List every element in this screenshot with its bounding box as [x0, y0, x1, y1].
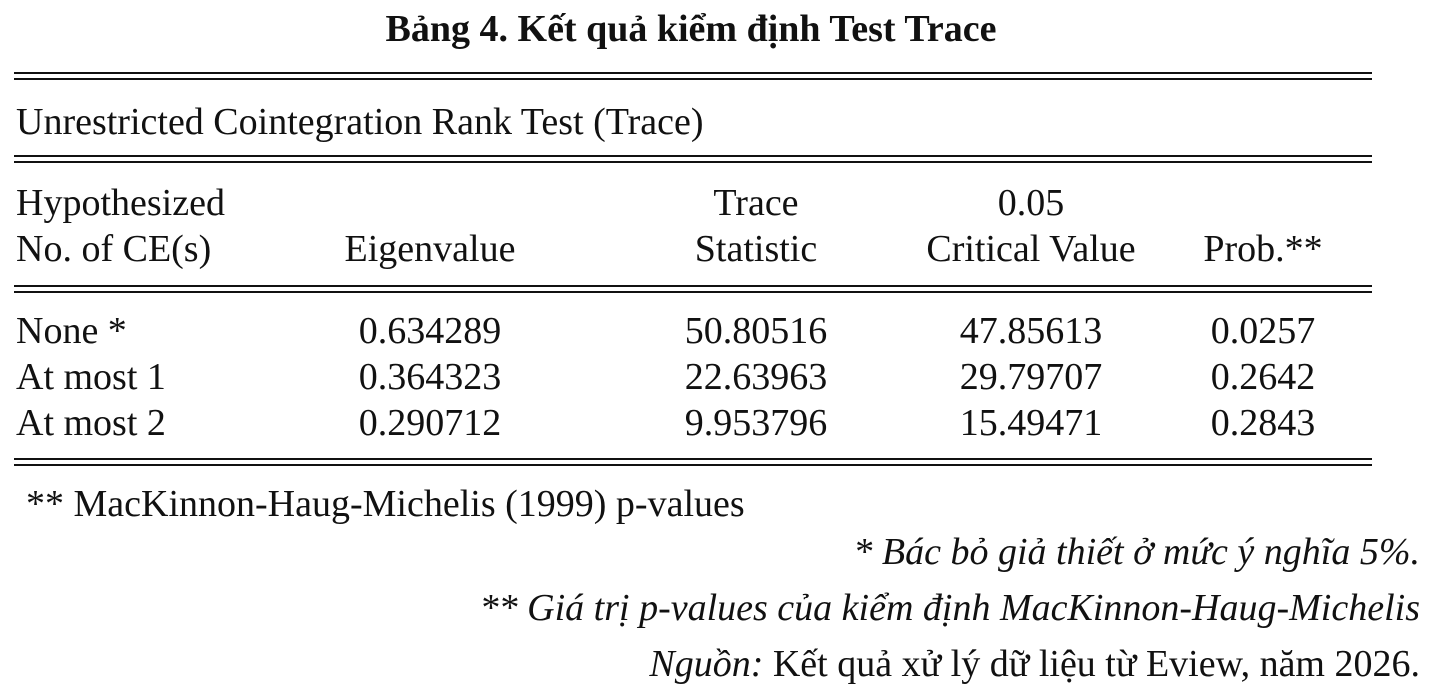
- row-hypothesis: None *: [16, 310, 127, 352]
- header-hypothesized-line1: Hypothesized: [16, 182, 225, 224]
- row-eigenvalue: 0.290712: [358, 402, 502, 444]
- footnote-reject: * Bác bỏ giả thiết ở mức ý nghĩa 5%.: [853, 531, 1420, 573]
- source-label: Nguồn:: [649, 643, 764, 685]
- row-prob: 0.2843: [1210, 402, 1316, 444]
- header-critical-line1: 0.05: [997, 182, 1065, 224]
- test-subtitle: Unrestricted Cointegration Rank Test (Trace): [16, 101, 704, 143]
- subtitle-double-rule: [14, 155, 1372, 163]
- table-note: ** MacKinnon-Haug-Michelis (1999) p-values: [26, 483, 745, 525]
- row-eigenvalue: 0.634289: [358, 310, 502, 352]
- row-prob: 0.2642: [1210, 356, 1316, 398]
- header-hypothesized-line2: No. of CE(s): [16, 228, 212, 270]
- row-critical-value: 47.85613: [959, 310, 1103, 352]
- row-trace-statistic: 9.953796: [684, 402, 828, 444]
- row-critical-value: 15.49471: [959, 402, 1103, 444]
- row-prob: 0.0257: [1210, 310, 1316, 352]
- source-text: Kết quả xử lý dữ liệu từ Eview, năm 2026.: [763, 643, 1420, 685]
- footnote-pvalues: ** Giá trị p-values của kiểm định MacKinnon-Haug-Michelis: [479, 587, 1420, 629]
- row-hypothesis: At most 1: [16, 356, 166, 398]
- row-trace-statistic: 50.80516: [684, 310, 828, 352]
- top-double-rule: [14, 72, 1372, 80]
- row-eigenvalue: 0.364323: [358, 356, 502, 398]
- row-hypothesis: At most 2: [16, 402, 166, 444]
- header-eigenvalue: Eigenvalue: [344, 228, 516, 270]
- table-title: Bảng 4. Kết quả kiểm định Test Trace: [385, 8, 997, 50]
- row-critical-value: 29.79707: [959, 356, 1103, 398]
- header-double-rule: [14, 285, 1372, 293]
- header-prob: Prob.**: [1203, 228, 1323, 270]
- footnote-source: [649, 640, 1420, 688]
- header-critical-line2: Critical Value: [926, 228, 1136, 270]
- row-trace-statistic: 22.63963: [684, 356, 828, 398]
- bottom-double-rule: [14, 458, 1372, 466]
- header-trace-line2: Statistic: [694, 228, 818, 270]
- header-trace-line1: Trace: [713, 182, 799, 224]
